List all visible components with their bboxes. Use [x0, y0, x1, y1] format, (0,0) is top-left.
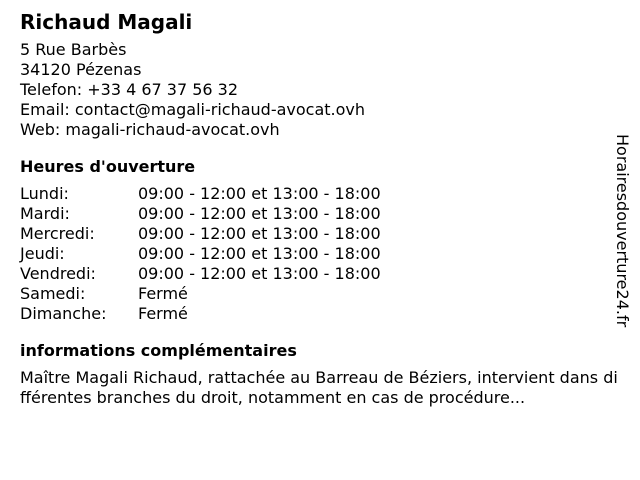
time-value: 09:00 - 12:00 et 13:00 - 18:00 — [138, 204, 381, 223]
time-value: 09:00 - 12:00 et 13:00 - 18:00 — [138, 184, 381, 203]
time-value: 09:00 - 12:00 et 13:00 - 18:00 — [138, 264, 381, 283]
day-label: Mercredi: — [20, 224, 95, 243]
hours-row-thursday — [20, 244, 620, 264]
time-value: Fermé — [138, 304, 188, 323]
web-line: Web: magali-richaud-avocat.ovh — [20, 120, 280, 139]
time-value: Fermé — [138, 284, 188, 303]
watermark-brand: Horairesdouverture24.fr — [613, 134, 632, 328]
time-value: 09:00 - 12:00 et 13:00 - 18:00 — [138, 244, 381, 263]
hours-row-tuesday — [20, 204, 620, 224]
business-name: Richaud Magali — [20, 10, 193, 34]
address-city: 34120 Pézenas — [20, 60, 142, 79]
hours-row-saturday — [20, 284, 620, 304]
day-label: Dimanche: — [20, 304, 107, 323]
day-label: Mardi: — [20, 204, 70, 223]
business-card — [20, 8, 620, 408]
hours-row-wednesday — [20, 224, 620, 244]
opening-hours-heading: Heures d'ouverture — [20, 157, 196, 176]
hours-row-monday — [20, 184, 620, 204]
phone-line: Telefon: +33 4 67 37 56 32 — [20, 80, 239, 99]
address-street: 5 Rue Barbès — [20, 40, 127, 59]
additional-info-text: Maître Magali Richaud, rattachée au Barreau de Béziers, intervient dans différentes branches du droit, notamment en cas de procédure... — [20, 368, 618, 407]
day-label: Vendredi: — [20, 264, 96, 283]
hours-row-friday — [20, 264, 620, 284]
day-label: Samedi: — [20, 284, 86, 303]
additional-info-heading: informations complémentaires — [20, 341, 297, 360]
email-line: Email: contact@magali-richaud-avocat.ovh — [20, 100, 366, 119]
day-label: Lundi: — [20, 184, 69, 203]
hours-row-sunday — [20, 304, 620, 324]
day-label: Jeudi: — [20, 244, 65, 263]
time-value: 09:00 - 12:00 et 13:00 - 18:00 — [138, 224, 381, 243]
